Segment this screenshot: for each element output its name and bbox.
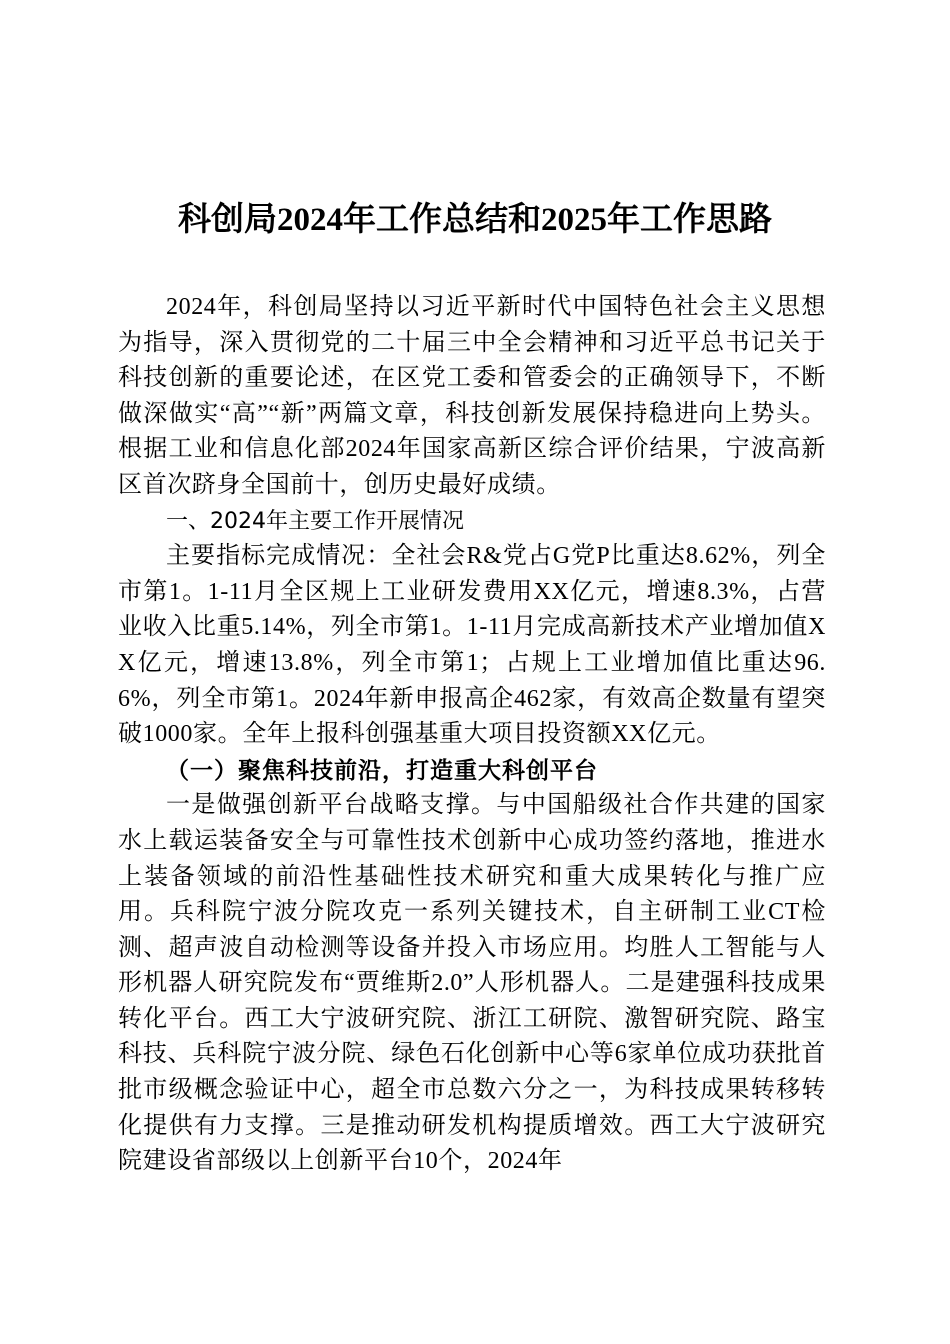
subsection-paragraph: 一是做强创新平台战略支撑。与中国船级社合作共建的国家水上载运装备安全与可靠性技术创新中心成功签约落地，推进水上装备领域的前沿性基础性技术研究和重大成果转化与推广应用。兵科院宁波分院攻克一系列关键技术，自主研制工业CT检测、超声波自动检测等设备并投入市场应用。均胜人工智能与人形机器人研究院发布“贾维斯2.0”人形机器人。二是建强科技成果转化平台。西工大宁波研究院、浙江工研院、激智研究院、路宝科技、兵科院宁波分院、绿色石化创新中心等6家单位成功获批首批市级概念验证中心，超全市总数六分之一，为科技成果转移转化提供有力支撑。三是推动研发机构提质增效。西工大宁波研究院建设省部级以上创新平台10个，2024年 bbox=[118, 792, 826, 1175]
subsection-heading: （一）聚焦科技前沿，打造重大科创平台 bbox=[166, 757, 598, 783]
document-title: 科创局2024年工作总结和2025年工作思路 bbox=[178, 202, 772, 238]
section-heading: 一、2024年主要工作开展情况 bbox=[166, 508, 464, 534]
indicators-paragraph: 主要指标完成情况：全社会R&党占G党P比重达8.62%，列全市第1。1-11月全区规上工业研发费用XX亿元，增速8.3%，占营业收入比重5.14%，列全市第1。1-11月完成高新技术产业增加值XX亿元，增速13.8%，列全市第1；占规上工业增加值比重达96.6%，列全市第1。2024年新申报高企462家，有效高企数量有望突破1000家。全年上报科创强基重大项目投资额XX亿元。 bbox=[118, 543, 826, 748]
intro-paragraph: 2024年，科创局坚持以习近平新时代中国特色社会主义思想为指导，深入贯彻党的二十届三中全会精神和习近平总书记关于科技创新的重要论述，在区党工委和管委会的正确领导下，不断做深做实“高”“新”两篇文章，科技创新发展保持稳进向上势头。根据工业和信息化部2024年国家高新区综合评价结果，宁波高新区首次跻身全国前十，创历史最好成绩。 bbox=[118, 294, 826, 498]
document-body bbox=[118, 290, 826, 1180]
